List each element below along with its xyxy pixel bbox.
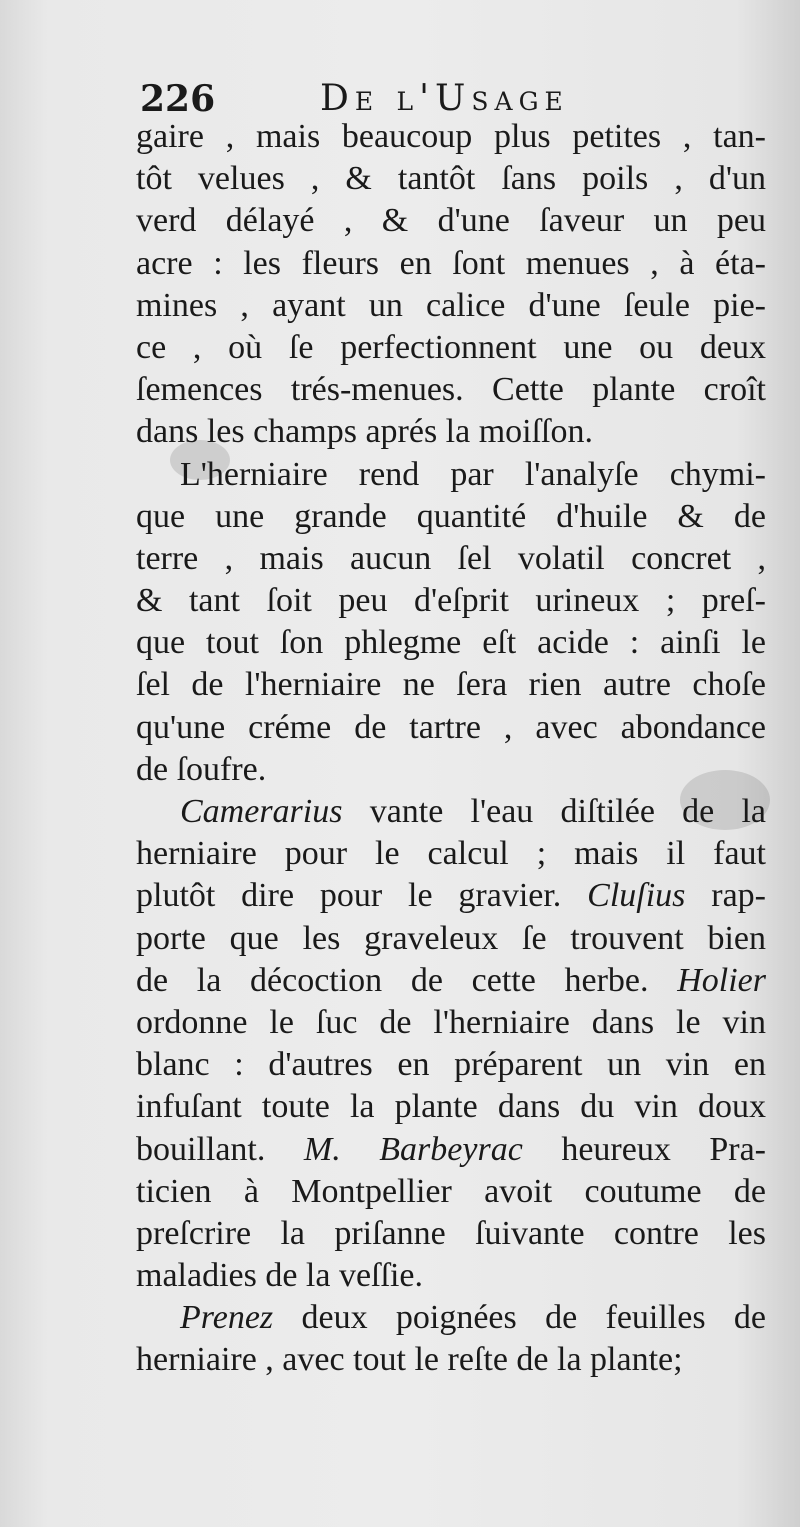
text-segment: heureux Pra- <box>522 1130 766 1168</box>
text-segment: gaire , mais beaucoup plus petites , tan- <box>136 118 766 155</box>
text-line <box>136 875 766 917</box>
text-segment: verd délayé , & d'une ſaveur un peu <box>136 202 766 240</box>
text-segment: mines , ayant un calice d'une ſeule pie- <box>136 286 766 324</box>
text-segment: blanc : d'autres en préparent un vin en <box>136 1046 766 1084</box>
text-line <box>136 454 766 496</box>
text-line <box>136 918 766 960</box>
text-segment: preſcrire la priſanne ſuivante contre les <box>136 1214 766 1252</box>
text-segment: ticien à Montpellier avoit coutume de <box>136 1172 766 1210</box>
running-title: De l'Usage <box>320 78 569 119</box>
paragraph <box>136 1297 766 1381</box>
text-line <box>136 1171 766 1213</box>
text-segment: terre , mais aucun ſel volatil concret , <box>136 539 766 577</box>
text-segment: L'herniaire rend par l'analyſe chymi- <box>180 455 766 493</box>
text-segment: qu'une créme de tartre , avec abondance <box>136 708 766 746</box>
text-line <box>136 622 766 664</box>
text-line <box>136 791 766 833</box>
text-line <box>136 158 766 200</box>
text-line <box>136 538 766 580</box>
text-line <box>136 833 766 875</box>
text-line <box>136 960 766 1002</box>
text-line <box>136 707 766 749</box>
text-line <box>136 1339 766 1381</box>
text-segment: ce , où ſe perfectionnent une ou deux <box>136 328 766 366</box>
text-line <box>136 200 766 242</box>
italic-name: Holier <box>677 961 766 999</box>
text-segment: de la décoction de cette herbe. <box>136 961 678 999</box>
text-line <box>136 1213 766 1255</box>
text-segment: herniaire , avec tout le reſte de la plante; <box>136 1341 683 1379</box>
italic-name: M. Barbeyrac <box>303 1130 523 1168</box>
text-line <box>136 327 766 369</box>
italic-name: Cluſius <box>587 877 686 915</box>
italic-name: Camerarius <box>180 793 343 830</box>
italic-name: Prenez <box>180 1299 274 1337</box>
text-line <box>136 1129 766 1171</box>
text-line <box>136 285 766 327</box>
text-segment: plutôt dire pour le gravier. <box>136 877 588 915</box>
text-segment: que tout ſon phlegme eſt acide : ainſi le <box>136 624 766 662</box>
text-segment: acre : les fleurs en ſont menues , à éta- <box>136 244 766 282</box>
text-segment: maladies de la veſſie. <box>136 1257 423 1295</box>
text-line <box>136 1002 766 1044</box>
text-line <box>136 1086 766 1128</box>
text-segment: deux poignées de feuilles de <box>273 1299 766 1337</box>
text-segment: rap- <box>685 877 766 915</box>
text-line <box>136 411 766 453</box>
paragraph <box>136 116 766 454</box>
text-line <box>136 749 766 791</box>
text-segment: & tant ſoit peu d'eſprit urineux ; preſ- <box>136 582 766 620</box>
text-segment: dans les champs aprés la moiſſon. <box>136 413 594 451</box>
body-text <box>136 116 766 1382</box>
paragraph <box>136 791 766 1297</box>
text-line <box>136 1255 766 1297</box>
text-segment: de ſoufre. <box>136 750 267 788</box>
text-segment: que une grande quantité d'huile & de <box>136 497 766 535</box>
text-segment: herniaire pour le calcul ; mais il faut <box>136 835 766 873</box>
text-line <box>136 369 766 411</box>
text-line <box>136 1044 766 1086</box>
text-segment: tôt velues , & tantôt ſans poils , d'un <box>136 160 766 198</box>
text-line <box>136 496 766 538</box>
text-segment: ordonne le ſuc de l'herniaire dans le vin <box>136 1003 766 1041</box>
page-number: 226 <box>140 78 216 120</box>
text-segment: ſemences trés-menues. Cette plante croît <box>136 371 766 409</box>
text-line <box>136 116 766 158</box>
text-segment: ſel de l'herniaire ne ſera rien autre choſe <box>136 666 766 704</box>
text-line <box>136 1297 766 1339</box>
text-segment: porte que les graveleux ſe trouvent bien <box>136 919 766 957</box>
text-line <box>136 580 766 622</box>
text-line <box>136 664 766 706</box>
text-segment: infuſant toute la plante dans du vin doux <box>136 1088 766 1126</box>
text-line <box>136 243 766 285</box>
text-segment: vante l'eau diſtilée de la <box>342 793 766 830</box>
paragraph <box>136 454 766 792</box>
text-segment: bouillant. <box>136 1130 304 1168</box>
